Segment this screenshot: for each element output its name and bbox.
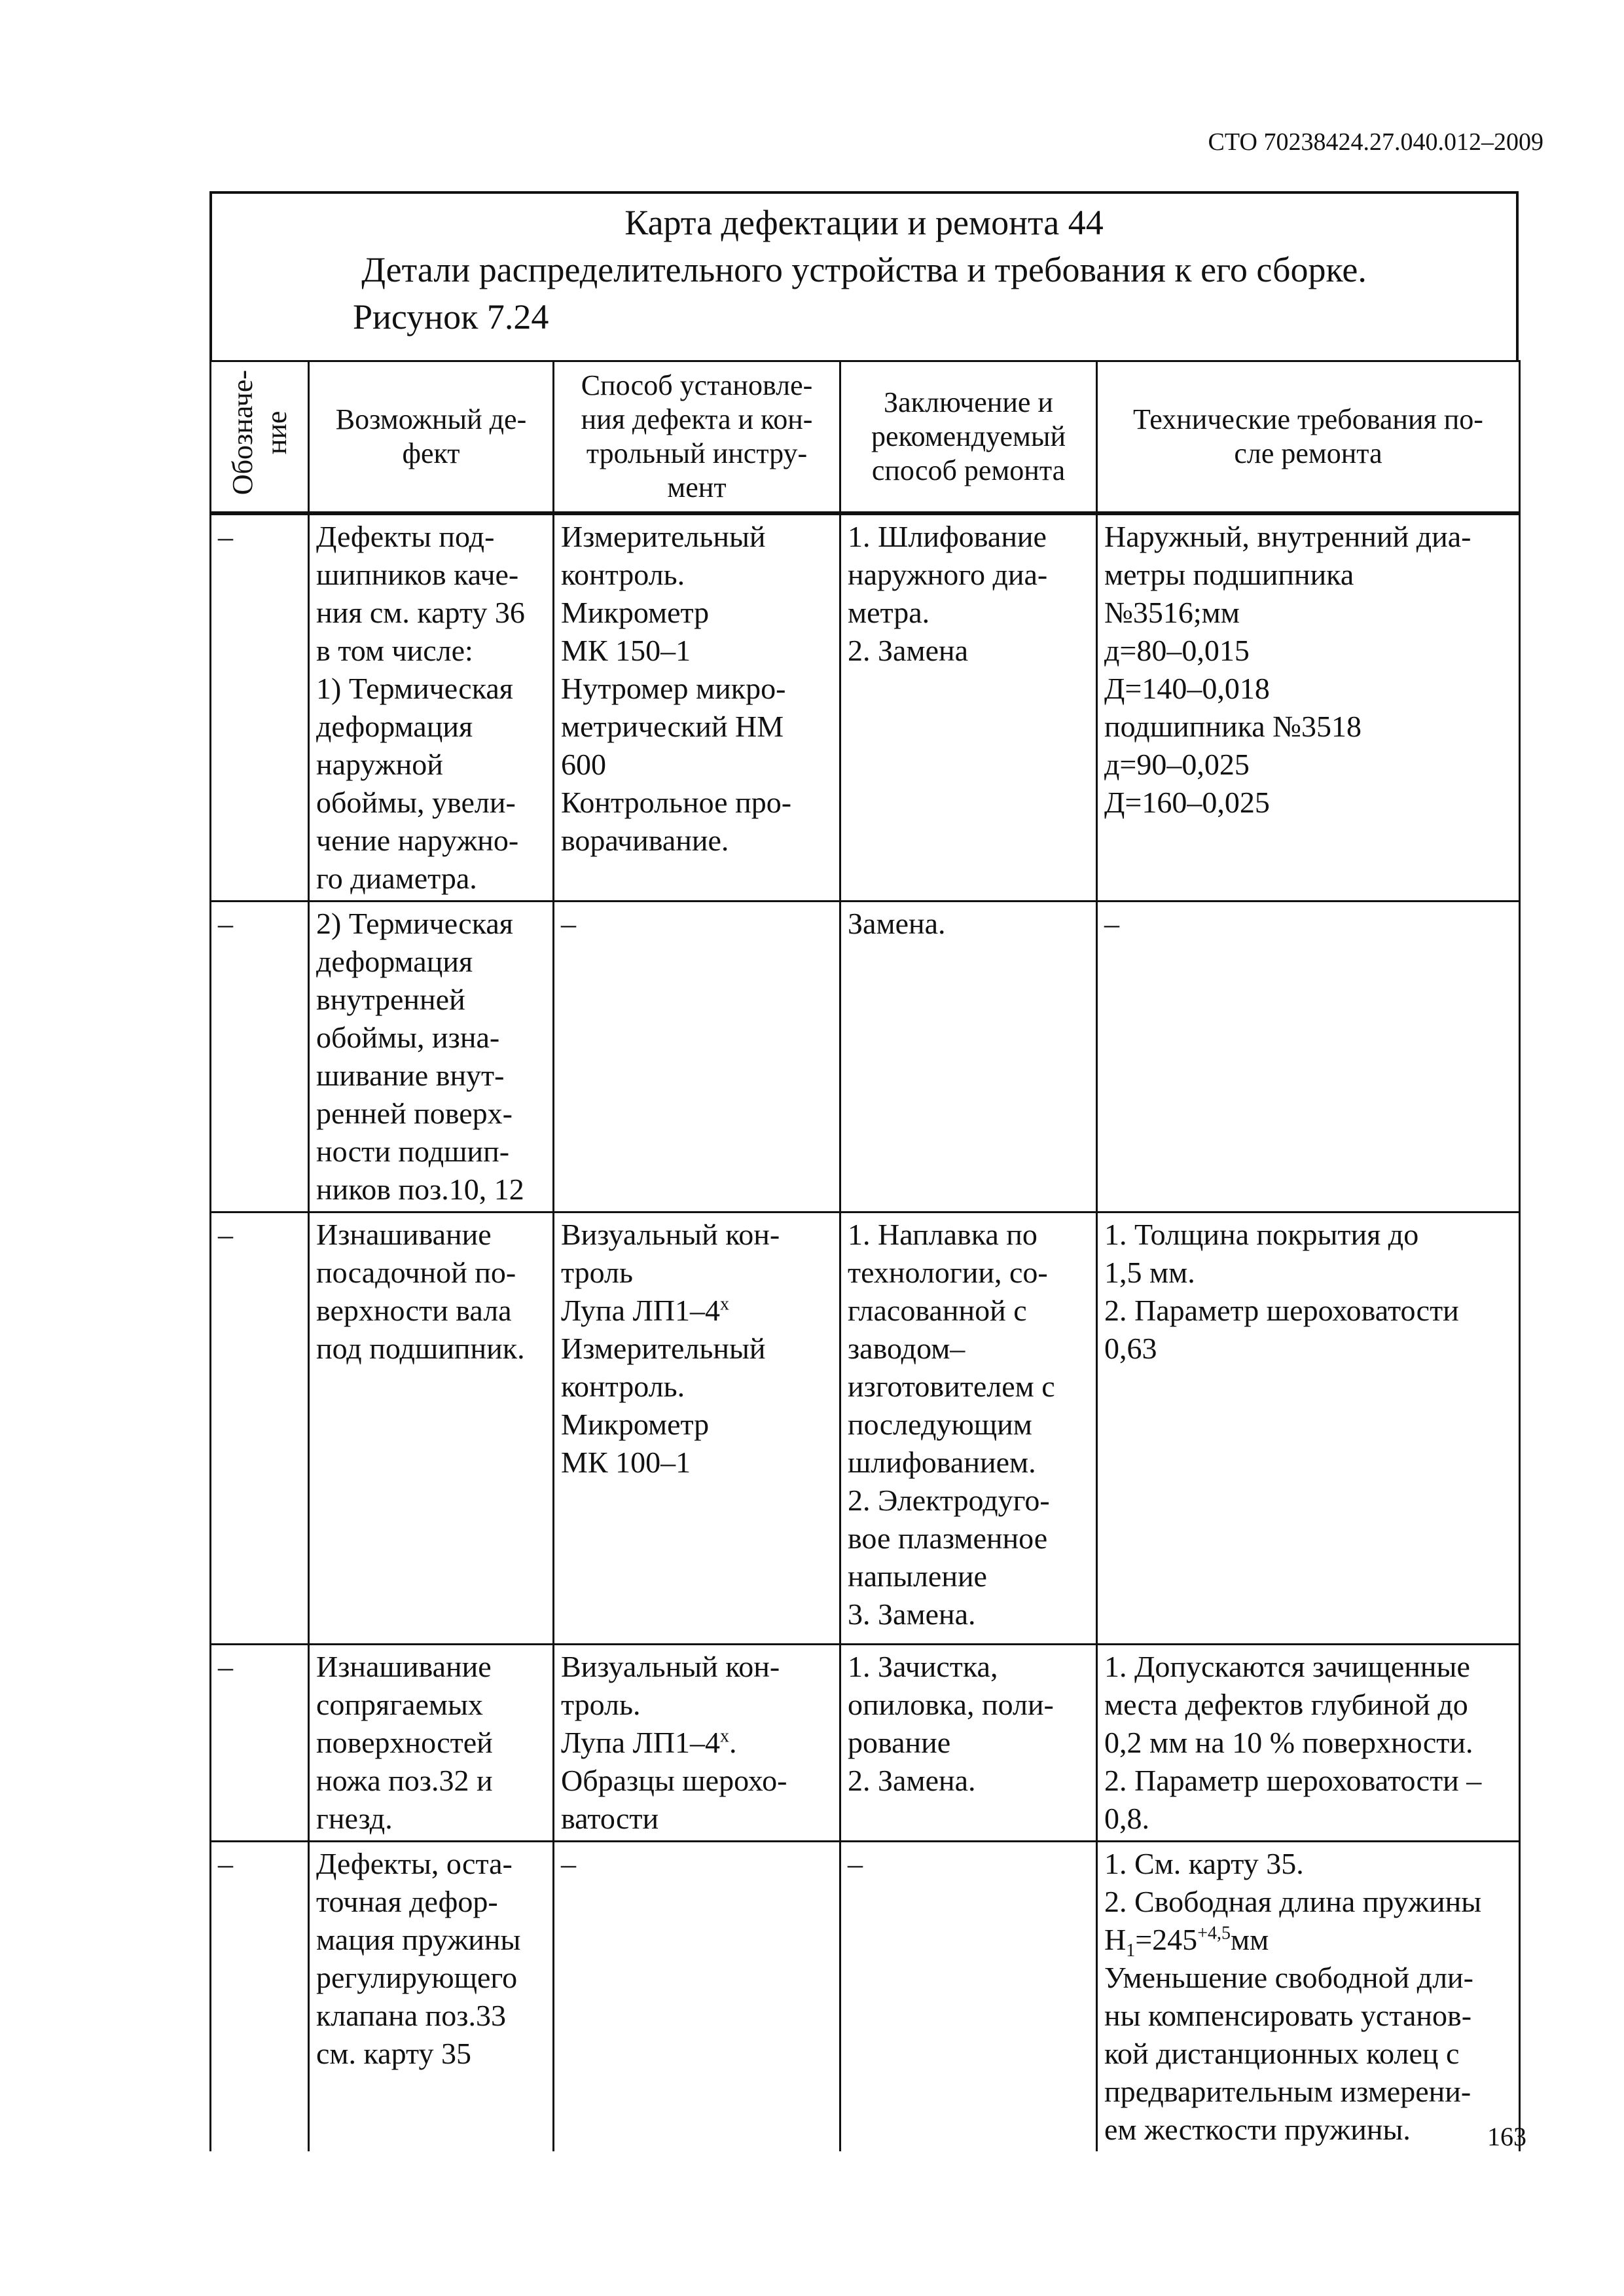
conclusion-cell: Замена. xyxy=(840,901,1097,1212)
table-row xyxy=(211,513,1520,902)
card-title: Карта дефектации и ремонта 44 xyxy=(624,203,1104,242)
requirements-cell: 1. Допускаются зачищенные места дефектов глубиной до 0,2 мм на 10 % поверхности. 2. Параметр шероховатости – 0,8. xyxy=(1097,1644,1520,1841)
table-row xyxy=(211,1212,1520,1644)
defect-cell: Дефекты под- шипников каче- ния см. карту 36 в том числе: 1) Термическая деформация наружной обоймы, увели- чение наружно- го диаметра. xyxy=(309,513,554,902)
method-cell: Визуальный кон- троль Лупа $ЛП1-4^х$ Измерительный контроль. Микрометр МК 100–1 xyxy=(554,1212,840,1644)
defect-cell: Дефекты, оста- точная дефор- мация пружины регулирующего клапана поз.33 см. карту 35 xyxy=(309,1841,554,2151)
column-header-defect: Возможный де- фект xyxy=(309,361,554,513)
designation-cell: – xyxy=(211,901,309,1212)
designation-cell: – xyxy=(211,1644,309,1841)
defect-cell: Изнашивание посадочной по- верхности вала под подшипник. xyxy=(309,1212,554,1644)
page-number: 163 xyxy=(1487,2122,1526,2151)
conclusion-cell: – xyxy=(840,1841,1097,2151)
card-title-block xyxy=(209,191,1519,360)
method-cell: Визуальный кон- троль. Лупа $ЛП1-4^х$. Образцы шерохо- ватости xyxy=(554,1644,840,1841)
designation-cell: – xyxy=(211,513,309,902)
requirements-cell: – xyxy=(1097,901,1520,1212)
card-subtitle: Детали распределительного устройства и требования к его сборке. xyxy=(361,250,1367,289)
conclusion-cell: 1. Зачистка, опиловка, поли- рование 2. Замена. xyxy=(840,1644,1097,1841)
conclusion-cell: 1. Наплавка по технологии, со- гласованной с заводом– изготовителем с последующим шлифованием. 2. Электродуго- вое плазменное напыление 3. Замена. xyxy=(840,1212,1097,1644)
method-cell: – xyxy=(554,1841,840,2151)
requirements-cell: 1. Толщина покрытия до 1,5 мм. 2. Параметр шероховатости 0,63 xyxy=(1097,1212,1520,1644)
column-header-designation: Обозначе- ние xyxy=(211,361,309,513)
designation-cell: – xyxy=(211,1841,309,2151)
column-header-requirements: Технические требования по- сле ремонта xyxy=(1097,361,1520,513)
figure-reference: Рисунок 7.24 xyxy=(353,297,549,337)
method-cell: – xyxy=(554,901,840,1212)
column-header-conclusion: Заключение и рекомендуемый способ ремонта xyxy=(840,361,1097,513)
table-header-row xyxy=(211,361,1520,513)
method-cell: Измерительный контроль. Микрометр МК 150–1 Нутромер микро- метрический НМ 600 Контрольное про- ворачивание. xyxy=(554,513,840,902)
document-code: СТО 70238424.27.040.012–2009 xyxy=(1208,128,1543,156)
defect-cell: 2) Термическая деформация внутренней обоймы, изна- шивание внут- ренней поверх- ности подшип- ников поз.10, 12 xyxy=(309,901,554,1212)
defect-table xyxy=(209,360,1521,2151)
conclusion-cell: 1. Шлифование наружного диа- метра. 2. Замена xyxy=(840,513,1097,902)
table-row xyxy=(211,1841,1520,2151)
column-header-method: Способ установле- ния дефекта и кон- трольный инстру- мент xyxy=(554,361,840,513)
requirements-cell: Наружный, внутренний диа- метры подшипника №3516;мм д=80–0,015 Д=140–0,018 подшипника №3518 д=90–0,025 Д=160–0,025 xyxy=(1097,513,1520,902)
table-row xyxy=(211,1644,1520,1841)
designation-cell: – xyxy=(211,1212,309,1644)
requirements-cell: 1. См. карту 35. 2. Свободная длина пружины $Н_1=245^{+4,5}мм$ Уменьшение свободной дли- ны компенсировать установ- кой дистанционных колец с предварительным измерени- ем жесткости пружины. xyxy=(1097,1841,1520,2151)
defect-cell: Изнашивание сопрягаемых поверхностей ножа поз.32 и гнезд. xyxy=(309,1644,554,1841)
table-row xyxy=(211,901,1520,1212)
